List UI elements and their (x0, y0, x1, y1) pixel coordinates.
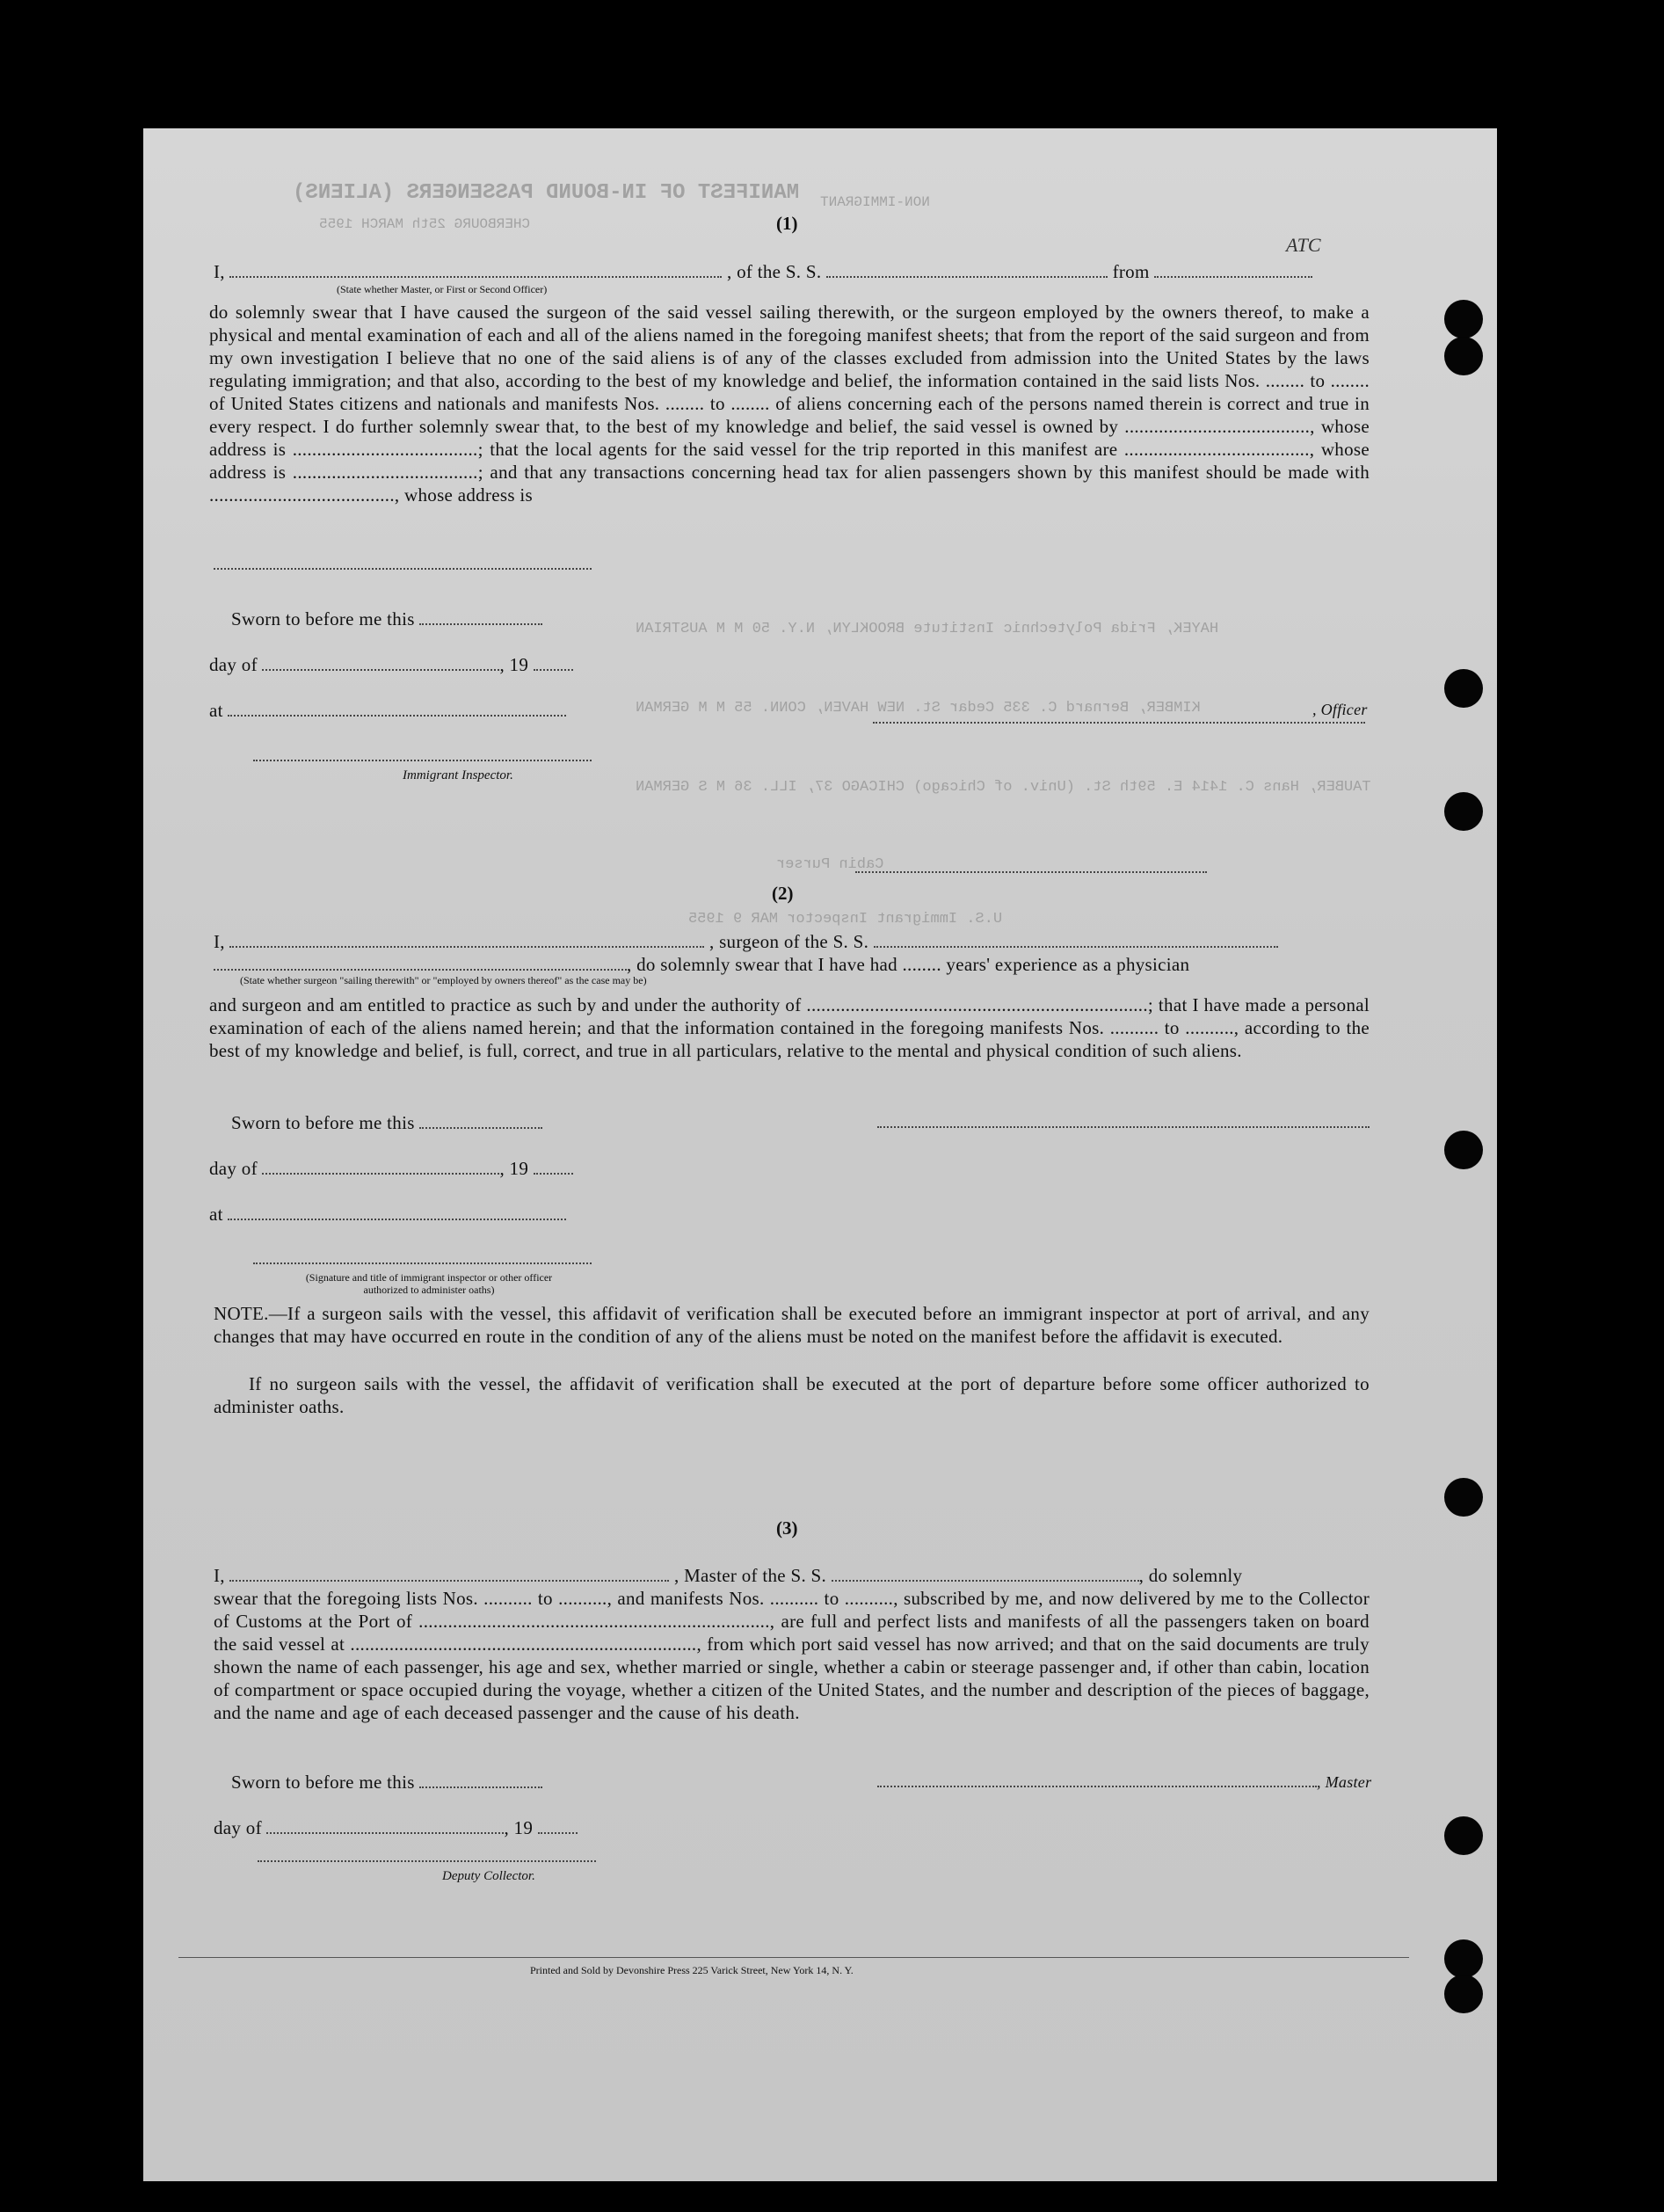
punch-hole (1444, 792, 1483, 831)
section3-number: (3) (776, 1517, 798, 1539)
section2-signer: (Signature and title of immigrant inspector or other officer authorized to administer oaths) (305, 1271, 553, 1296)
section3-master-of: , Master of the S. S. (673, 1565, 827, 1586)
corner-mark: ATC (1286, 234, 1321, 256)
bleed-subheader: NON-IMMIGRANT (820, 194, 930, 210)
section2-second-line (214, 953, 1427, 976)
section2-at: at (209, 1204, 223, 1225)
section3-day-field[interactable] (266, 1832, 504, 1834)
bleed-purser: Cabin Purser (776, 856, 884, 873)
punch-hole (1444, 669, 1483, 708)
section1-sworn-field[interactable] (419, 623, 542, 625)
section3-sworn-line (231, 1771, 542, 1794)
section2-i: I, (214, 931, 225, 952)
section2-sworn-field[interactable] (419, 1127, 542, 1129)
section3-ship-field[interactable] (832, 1580, 1139, 1582)
section2-year: , 19 (499, 1158, 529, 1179)
section3-i: I, (214, 1565, 225, 1586)
section2-swear: , do solemnly swear that I have had ........ years' experience as a physician (627, 954, 1190, 975)
section2-year-field[interactable] (534, 1173, 573, 1175)
section1-sworn: Sworn to before me this (231, 608, 415, 629)
footer-rule (178, 1957, 1409, 1958)
section1-purser-line[interactable] (855, 871, 1207, 873)
manifest-page (143, 128, 1497, 2181)
section2-day-field[interactable] (262, 1173, 499, 1175)
section1-day-field[interactable] (262, 669, 499, 671)
section3-master: , Master (1317, 1773, 1372, 1791)
section2-note2: If no surgeon sails with the vessel, the affidavit of verification shall be executed at the port of departure before some officer authorized to administer oaths. (214, 1373, 1370, 1417)
section2-sworn-line (231, 1111, 542, 1134)
punch-hole (1444, 1816, 1483, 1855)
section1-at: at (209, 700, 223, 721)
section2-sworn: Sworn to before me this (231, 1112, 415, 1133)
section3-day-of: day of (214, 1817, 262, 1838)
section1-at-field[interactable] (228, 715, 566, 717)
section1-sworn-line (231, 608, 542, 630)
bleed-header: MANIFEST OF IN-BOUND PASSENGERS (ALIENS) (293, 181, 800, 205)
section2-day-of: day of (209, 1158, 258, 1179)
bleed-row3: TAUBER, Hans C. 1414 E. 59th St. (Univ. of Chicago) CHICAGO 37, ILL. 36 M S GERMAN (636, 779, 1371, 796)
section1-at-line (209, 699, 566, 722)
section1-from: from (1112, 261, 1150, 282)
section1-extra-line[interactable] (214, 568, 592, 570)
punch-hole (1444, 1939, 1483, 1978)
section3-do-solemnly: , do solemnly (1138, 1565, 1243, 1586)
punch-hole (1444, 337, 1483, 375)
section1-inspector-line[interactable] (253, 760, 592, 761)
bleed-row2: KIMBER, Bernard C. 335 Cedar St. NEW HAVEN, CONN. 55 M M GERMAN (636, 700, 1201, 717)
section3-signer: Deputy Collector. (442, 1869, 535, 1883)
footer-printer: Printed and Sold by Devonshire Press 225 Varick Street, New York 14, N. Y. (530, 1964, 854, 1976)
section3-collector-line[interactable] (258, 1860, 596, 1862)
section2-signature-line[interactable] (877, 1126, 1370, 1128)
section1-caption: (State whether Master, or First or Second Officer) (337, 283, 548, 295)
punch-hole (1444, 300, 1483, 338)
section1-officer: , Officer (1312, 701, 1368, 718)
bleed-stamp: U.S. Immigrant Inspector MAR 9 1955 (688, 911, 1003, 928)
section1-day-of: day of (209, 654, 258, 675)
section1-officer-signature-line[interactable] (873, 722, 1365, 724)
section1-year-field[interactable] (534, 669, 573, 671)
punch-hole (1444, 1131, 1483, 1169)
punch-hole (1444, 1975, 1483, 2013)
section2-first-line (214, 930, 1427, 953)
section1-signer: Immigrant Inspector. (403, 768, 513, 782)
section3-year: , 19 (504, 1817, 534, 1838)
section1-day-line (209, 653, 573, 676)
section1-year: , 19 (499, 654, 529, 675)
section3-day-line (214, 1816, 578, 1839)
section1-from-field[interactable] (1154, 276, 1312, 278)
section3-name-field[interactable] (229, 1580, 669, 1582)
section2-day-line (209, 1157, 573, 1180)
punch-hole (1444, 1478, 1483, 1517)
section2-number: (2) (772, 883, 794, 904)
section1-i: I, (214, 261, 225, 282)
section3-first-line (214, 1564, 1427, 1587)
section2-ship-field[interactable] (874, 946, 1278, 948)
section2-at-field[interactable] (228, 1219, 566, 1220)
section3-sworn-field[interactable] (419, 1786, 542, 1788)
section3-year-field[interactable] (538, 1832, 578, 1834)
section1-body: do solemnly swear that I have caused the surgeon of the said vessel sailing therewith, or the surgeon employed by the owners thereof, to make a physical and mental examination of each and all of the aliens named in the foregoing manifest sheets; that from the report of the said surgeon and from my own investigation I believe that no one of the said aliens is of any of the classes excluded from admission into the United States by the laws regulating immigration; and that also, according to the best of my knowledge and belief, the information contained in the said lists Nos. ........ to ........ of United States citizens and nationals and manifests Nos. ........ to ........ of aliens concerning each of the persons named therein is correct and true in every respect. I do further solemnly swear that, to the best of my knowledge and belief, the said vessel is owned by ......................................, whose address is ......................................; that the local agents for the said vessel for the trip reported in this manifest are ......................................, whose address is ......................................; and that any transactions concerning head tax for alien passengers shown by this manifest should be made with ......................................, whose address is (209, 302, 1370, 506)
section3-sworn: Sworn to before me this (231, 1772, 415, 1793)
section1-number: (1) (776, 213, 798, 234)
section1-name-field[interactable] (229, 276, 722, 278)
section3-body: swear that the foregoing lists Nos. .......... to .........., and manifests Nos. .......... to .........., subscribed by me, and now delivered by me to the Collector of Customs at the Port of ........................................................................, are full and perfect lists and manifests of all the passengers taken on board the said vessel at ......................................................................., from which port said vessel has now arrived; and that on the said documents are truly shown the name of each passenger, his age and sex, whether married or single, whether a cabin or steerage passenger and, if other than cabin, location of compartment or space occupied during the voyage, whether a citizen of the United States, and the number and description of the pieces of baggage, and the name and age of each deceased passenger and the cause of his death. (214, 1588, 1370, 1723)
section2-body: and surgeon and am entitled to practice as such by and under the authority of ......................................................................; that I have made a personal examination of each of the aliens named herein; and that the information contained in the foregoing manifests Nos. .......... to .........., according to the best of my knowledge and belief, is full, correct, and true in all particulars, relative to the mental and physical condition of such aliens. (209, 994, 1370, 1061)
section2-at-line (209, 1203, 566, 1226)
section3-master-signature-line[interactable] (877, 1786, 1317, 1787)
bleed-row1: HAYEK, Frida Polytechnic Institute BROOKLYN, N.Y. 50 M M AUSTRIAN (636, 621, 1219, 637)
section1-of-ss: , of the S. S. (726, 261, 822, 282)
section2-officer-line[interactable] (253, 1262, 592, 1264)
section1-first-line (214, 260, 1427, 283)
section2-note1: NOTE.—If a surgeon sails with the vessel, this affidavit of verification shall be executed before an immigrant inspector at port of arrival, and any changes that may have occurred en route in the condition of any of the aliens must be noted on the manifest before the affidavit is executed. (214, 1303, 1370, 1347)
bleed-route: CHERBOURG 25th MARCH 1955 (319, 216, 531, 232)
section2-surgeon-of: , surgeon of the S. S. (708, 931, 869, 952)
section2-name-field[interactable] (229, 946, 704, 948)
section2-caption: (State whether surgeon "sailing therewith" or "employed by owners thereof" as the case may be) (240, 974, 647, 986)
section1-ship-field[interactable] (826, 276, 1108, 278)
section2-type-field[interactable] (214, 969, 627, 971)
